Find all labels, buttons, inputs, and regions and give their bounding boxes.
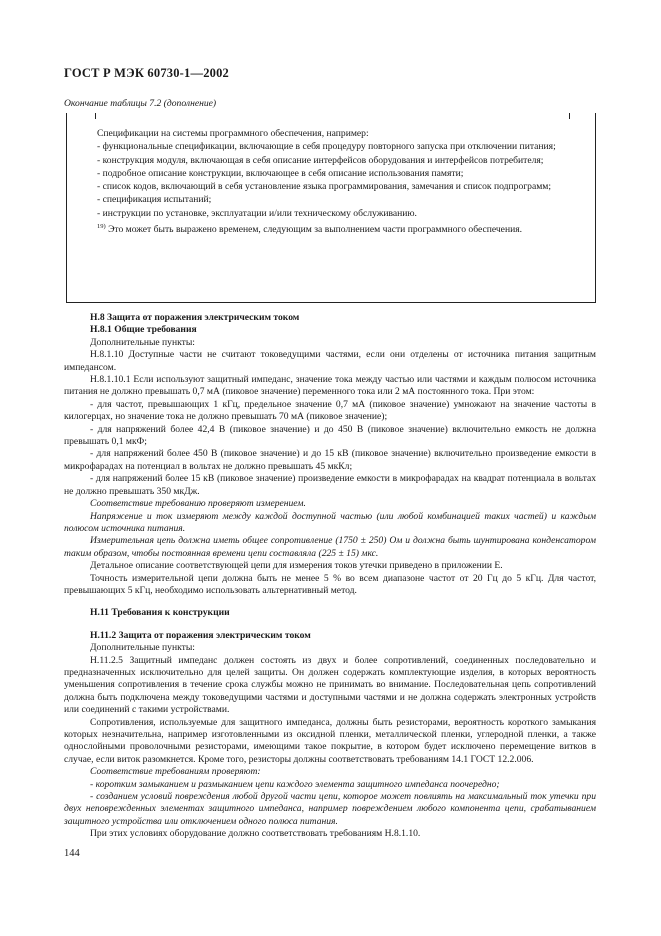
section-heading-h11: Н.11 Требования к конструкции (90, 607, 230, 619)
paragraph: - созданием условий повреждения любой другой части цепи, которое может повлиять на максимальный ток утечки при двух неповрежденных элементах защитного импеданса, например повреждением любого компонента цепи, срабатыванием защитного устройства или отключением одного полюса питания. (64, 791, 596, 827)
section-heading-h8-1: Н.8.1 Общие требования (90, 324, 197, 336)
table-column-tick (95, 113, 96, 119)
paragraph: Напряжение и ток измеряют между каждой доступной частью (или любой комбинацией таких частей) и каждым полюсом источника питания. (64, 510, 596, 534)
paragraph: Соответствие требованию проверяют измерением. (90, 498, 306, 510)
spacer (64, 597, 596, 607)
table-column-tick (569, 113, 570, 119)
paragraph: При этих условиях оборудование должно соответствовать требованиям Н.8.1.10. (90, 828, 421, 840)
table-line: - конструкция модуля, включающая в себя описание интерфейсов оборудования и интерфейсов потребителя; (97, 154, 544, 166)
footnote-text: Это может быть выражено временем, следующим за выполнением части программного обеспечения. (105, 224, 523, 236)
paragraph: Н.8.1.10 Доступные части не считают токоведущими частями, если они отделены от источника питания защитным импедансом. (64, 349, 596, 373)
table-line: - функциональные спецификации, включающие в себя процедуру повторного запуска при отключении питания; (97, 141, 556, 153)
footnote-mark: 19) (97, 223, 106, 231)
paragraph: Н.8.1.10.1 Если используют защитный импеданс, значение тока между частью или частями и каждым полюсом источника питания не должно превышать 0,7 мА (пиковое значение) переменного тока или 2 мА постоянного тока. При этом: (64, 374, 596, 398)
paragraph: Дополнительные пункты: (90, 642, 195, 654)
paragraph: Дополнительные пункты: (90, 336, 195, 348)
section-heading-h11-2: Н.11.2 Защита от поражения электрическим током (90, 629, 311, 641)
table-content (71, 127, 590, 237)
table-caption: Окончание таблицы 7.2 (дополнение) (64, 98, 217, 109)
table-line: - спецификация испытаний; (97, 194, 212, 206)
paragraph: Н.11.2.5 Защитный импеданс должен состоять из двух и более сопротивлений, соединенных последовательно и предназначенных исключительно для целей защиты. Он должен содержать комплектующие изделия, в которых вероятность уменьшения сопротивления в течение срока службы можно не принимать во внимание. Последовательная цепь сопротивлений должна быть подключена между токоведущими частями и доступными частями и не должна содержать электронных устройств или соединений с такими устройствами. (64, 654, 596, 716)
section-heading-h8: Н.8 Защита от поражения электрическим током (90, 312, 300, 323)
table-line: - список кодов, включающий в себя установление языка программирования, замечания и список подпрограмм; (97, 181, 552, 193)
table-line: - инструкции по установке, эксплуатации и/или техническому обслуживанию. (97, 207, 417, 219)
paragraph: Детальное описание соответствующей цепи для измерения токов утечки приведено в приложении Е. (90, 560, 503, 572)
spacer (64, 620, 596, 630)
table-line: Спецификации на системы программного обеспечения, например: (97, 128, 369, 139)
paragraph: Измерительная цепь должна иметь общее сопротивление (1750 ± 250) Ом и должна быть шунтирована конденсатором таким образом, чтобы постоянная времени цепи составляла (225 ± 15) мкс. (64, 535, 596, 559)
paragraph: Точность измерительной цепи должна быть не менее 5 % во всем диапазоне частот от 20 Гц до 5 кГц. Для частот, превышающих 5 кГц, необходимо использовать альтернативный метод. (64, 572, 596, 596)
paragraph: Соответствие требованиям проверяют: (90, 766, 261, 778)
paragraph: - для напряжений более 42,4 В (пиковое значение) и до 450 В (пиковое значение) включительно емкость не должна превышать 0,1 мкФ; (64, 423, 596, 448)
table-footnote (71, 220, 590, 236)
page-number: 144 (64, 848, 80, 859)
standard-header: ГОСТ Р МЭК 60730-1—2002 (64, 66, 229, 80)
paragraph: Сопротивления, используемые для защитного импеданса, должны быть резисторами, вероятность короткого замыкания которых незначительна, например изготовленными из оксидной пленки, металлической пленки, углеродной пленки, а также однослойными проволочными резисторами, имеющими такое покрытие, в котором будет исключено перемещение витков в случае, если виток разомкнется. Кроме того, резисторы должны соответствовать требованиям 14.1 ГОСТ 12.2.006. (64, 716, 596, 765)
paragraph: - для напряжений более 15 кВ (пиковое значение) произведение емкости в микрофарадах на квадрат потенциала в вольтах не должно превышать 350 мкДж. (64, 473, 596, 497)
paragraph: - коротким замыканием и размыканием цепи каждого элемента защитного импеданса поочередно; (90, 778, 500, 790)
paragraph: - для напряжений более 450 В (пиковое значение) и до 15 кВ (пиковое значение) включительно произведение емкости в микрофарадах на потенциал в вольтах не должно превышать 45 мкКл; (64, 448, 596, 472)
body-text (64, 312, 596, 841)
paragraph: - для частот, превышающих 1 кГц, предельное значение 0,7 мА (пиковое значение) умножают на значение частоты в килогерцах, но значение тока не должно превышать 70 мА (пиковое значение); (64, 398, 596, 423)
table-line: - подробное описание конструкции, включающее в себя описание использования памяти; (97, 167, 464, 179)
